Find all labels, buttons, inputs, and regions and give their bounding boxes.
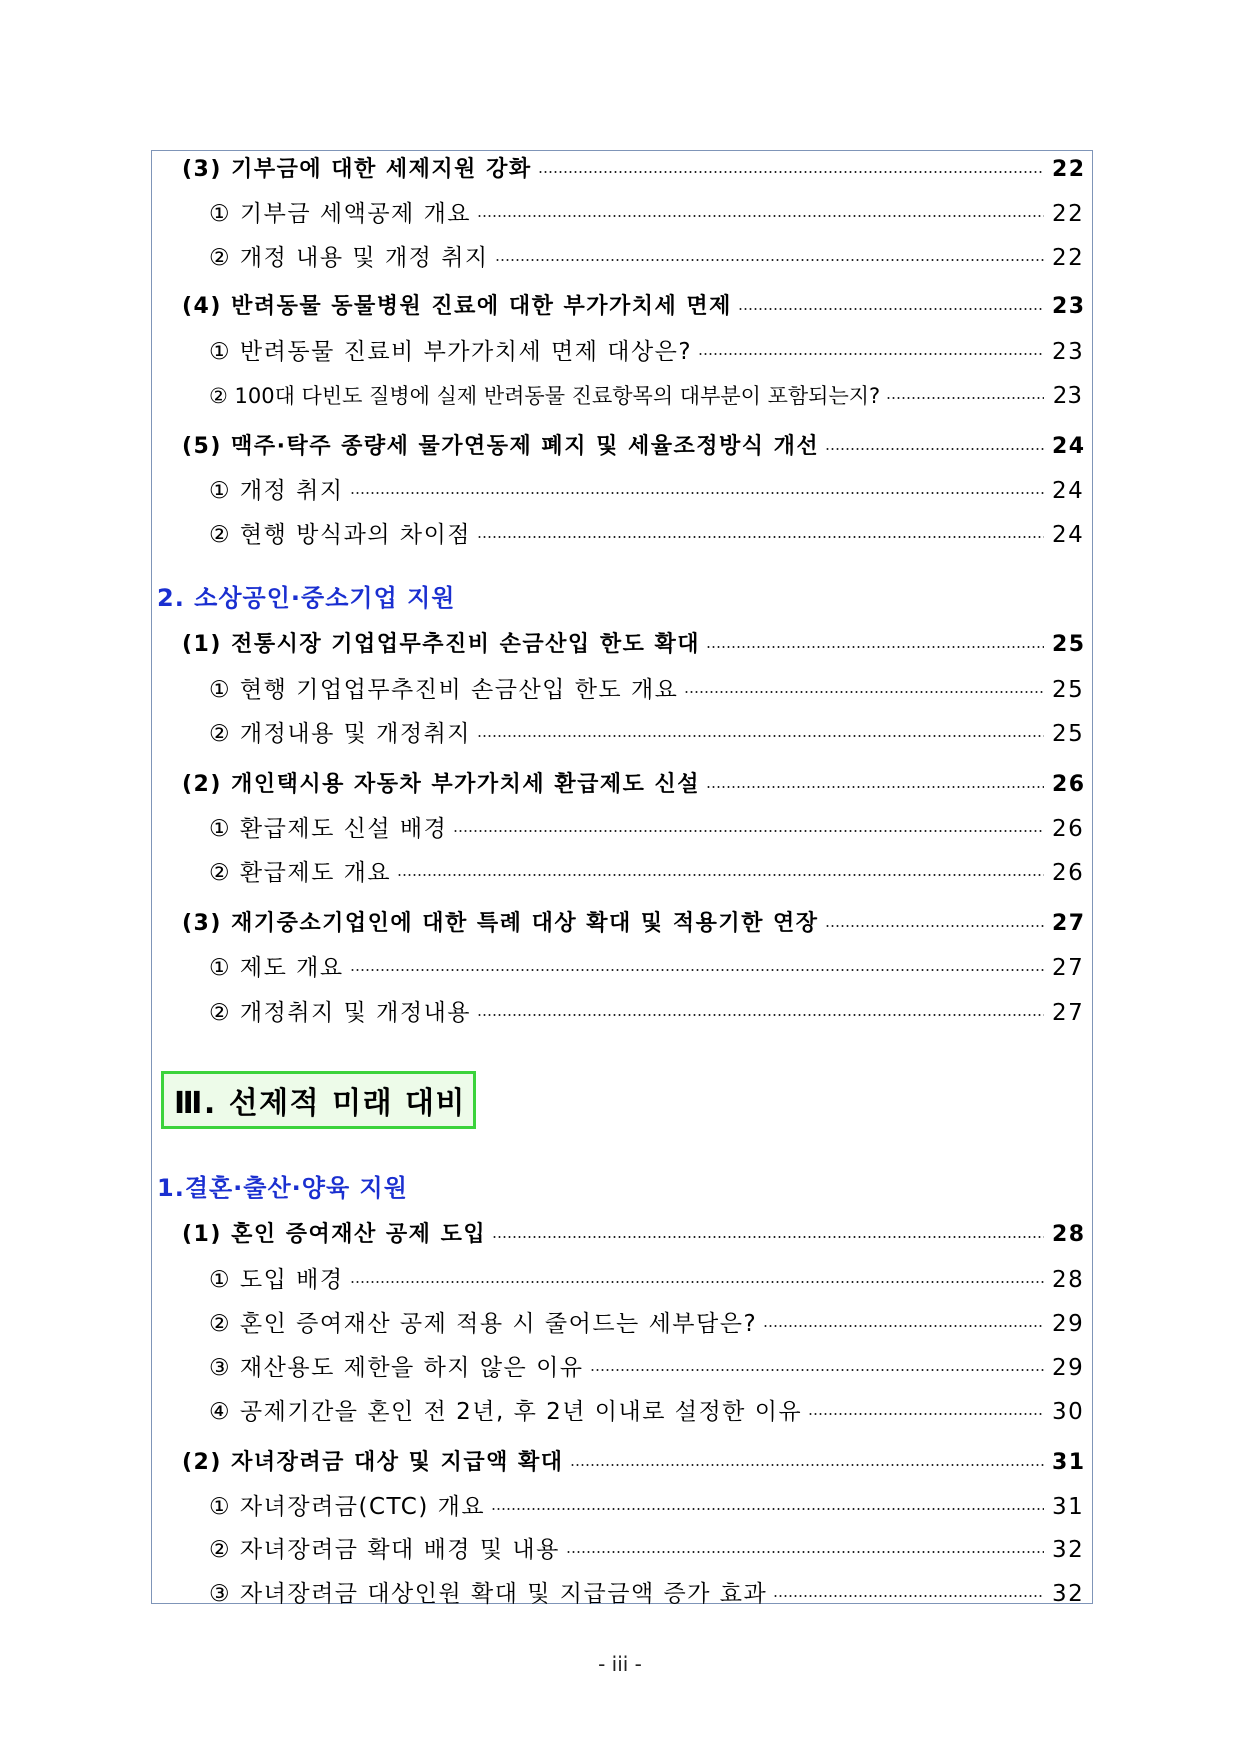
toc-entry-page: 31 — [1052, 1494, 1085, 1520]
toc-leader — [477, 215, 1044, 217]
toc-leader — [491, 1508, 1044, 1510]
toc-entry[interactable] — [209, 1492, 1085, 1522]
toc-leader — [350, 969, 1044, 971]
toc-leader — [350, 1281, 1044, 1283]
toc-entry-label: ① 환급제도 신설 배경 — [209, 816, 448, 842]
toc-entry-label: (5) 맥주·탁주 종량세 물가연동제 폐지 및 세율조정방식 개선 — [182, 434, 820, 459]
toc-entry-page: 24 — [1052, 434, 1086, 459]
toc-leader — [698, 353, 1044, 355]
toc-entry-page: 22 — [1052, 157, 1086, 182]
toc-entry-label: (4) 반려동물 동물병원 진료에 대한 부가가치세 면제 — [182, 294, 732, 319]
toc-leader — [566, 1551, 1044, 1553]
toc-leader — [684, 691, 1044, 693]
toc-entry-label: ② 개정 내용 및 개정 취지 — [209, 245, 489, 271]
toc-leader — [492, 1236, 1044, 1238]
toc-entry-page: 27 — [1052, 955, 1085, 981]
chapter-heading: Ⅲ. 선제적 미래 대비 — [161, 1071, 476, 1129]
toc-entry-label: ② 현행 방식과의 차이점 — [209, 522, 472, 548]
toc-entry-page: 25 — [1052, 721, 1085, 747]
toc-leader — [738, 308, 1044, 310]
toc-leader — [350, 492, 1044, 494]
toc-entry-page: 27 — [1052, 1000, 1085, 1026]
toc-entry[interactable] — [209, 998, 1085, 1028]
toc-leader — [477, 536, 1044, 538]
toc-entry-label: ① 개정 취지 — [209, 478, 344, 504]
toc-entry-page: 32 — [1052, 1537, 1085, 1563]
toc-entry-label: ① 현행 기업업무추진비 손금산입 한도 개요 — [209, 677, 679, 703]
toc-entry[interactable] — [182, 292, 1086, 322]
toc-leader — [538, 171, 1044, 173]
toc-entry[interactable] — [209, 953, 1085, 983]
page-number-footer: - iii - — [598, 1652, 642, 1676]
toc-entry-page: 29 — [1052, 1311, 1085, 1337]
toc-entry-label: ④ 공제기간을 혼인 전 2년, 후 2년 이내로 설정한 이유 — [209, 1399, 803, 1425]
toc-entry-page: 22 — [1052, 201, 1085, 227]
toc-entry[interactable] — [209, 199, 1085, 229]
toc-entry-page: 24 — [1052, 522, 1085, 548]
toc-entry-label: ② 개정내용 및 개정취지 — [209, 721, 472, 747]
toc-entry-page: 32 — [1052, 1581, 1085, 1607]
toc-leader — [825, 925, 1045, 927]
toc-leader — [477, 1014, 1044, 1016]
toc-entry[interactable] — [209, 1535, 1085, 1565]
toc-entry[interactable] — [209, 1353, 1085, 1383]
toc-leader — [397, 874, 1044, 876]
toc-entry-page: 30 — [1052, 1399, 1085, 1425]
toc-entry[interactable] — [209, 476, 1085, 506]
section-heading: 1.결혼·출산·양육 지원 — [157, 1174, 408, 1202]
toc-entry-label: ① 제도 개요 — [209, 955, 344, 981]
toc-leader — [477, 735, 1044, 737]
toc-entry-label: ② 100대 다빈도 질병에 실제 반려동물 진료항목의 대부분이 포함되는지? — [209, 384, 881, 408]
toc-entry-page: 26 — [1052, 816, 1085, 842]
toc-leader — [495, 259, 1044, 261]
toc-entry[interactable] — [182, 1220, 1086, 1250]
toc-entry-page: 28 — [1052, 1267, 1085, 1293]
toc-leader — [773, 1595, 1044, 1597]
toc-entry[interactable] — [209, 858, 1085, 888]
toc-entry-label: ① 기부금 세액공제 개요 — [209, 201, 472, 227]
toc-leader — [763, 1325, 1044, 1327]
toc-entry-label: ① 도입 배경 — [209, 1267, 344, 1293]
toc-entry-label: ① 반려동물 진료비 부가가치세 면제 대상은? — [209, 339, 693, 365]
toc-entry-label: ① 자녀장려금(CTC) 개요 — [209, 1494, 486, 1520]
toc-entry-page: 23 — [1052, 294, 1086, 319]
toc-entry[interactable] — [209, 520, 1085, 550]
toc-entry-label: ② 개정취지 및 개정내용 — [209, 1000, 472, 1026]
toc-entry-label: (1) 혼인 증여재산 공제 도입 — [182, 1222, 487, 1247]
toc-leader — [825, 448, 1044, 450]
toc-entry-label: ② 혼인 증여재산 공제 적용 시 줄어드는 세부담은? — [209, 1311, 758, 1337]
toc-entry-page: 25 — [1052, 632, 1086, 657]
toc-entry[interactable] — [182, 770, 1086, 800]
toc-entry-label: (3) 기부금에 대한 세제지원 강화 — [182, 157, 532, 182]
toc-leader — [590, 1369, 1044, 1371]
toc-entry-label: ② 환급제도 개요 — [209, 860, 392, 886]
toc-entry-page: 24 — [1052, 478, 1085, 504]
toc-entry-page: 23 — [1052, 383, 1082, 409]
toc-entry-label: ② 자녀장려금 확대 배경 및 내용 — [209, 1537, 560, 1563]
toc-entry-label: (2) 자녀장려금 대상 및 지급액 확대 — [182, 1450, 564, 1475]
toc-entry-page: 29 — [1052, 1355, 1085, 1381]
toc-leader — [808, 1413, 1044, 1415]
toc-entry[interactable] — [209, 381, 1082, 411]
toc-entry[interactable] — [182, 630, 1086, 660]
toc-entry[interactable] — [182, 155, 1086, 185]
section-heading: 2. 소상공인·중소기업 지원 — [157, 584, 456, 612]
toc-entry-label: (3) 재기중소기업인에 대한 특례 대상 확대 및 적용기한 연장 — [182, 911, 819, 936]
toc-entry-label: ③ 재산용도 제한을 하지 않은 이유 — [209, 1355, 584, 1381]
toc-entry-page: 27 — [1052, 911, 1086, 936]
toc-entry-label: (2) 개인택시용 자동차 부가가치세 환급제도 신설 — [182, 772, 701, 797]
toc-leader — [706, 786, 1044, 788]
toc-entry-label: ③ 자녀장려금 대상인원 확대 및 지급금액 증가 효과 — [209, 1581, 768, 1607]
toc-entry-page: 26 — [1052, 772, 1086, 797]
toc-entry[interactable] — [209, 1265, 1085, 1295]
toc-entry[interactable] — [209, 1309, 1085, 1339]
toc-entry[interactable] — [209, 719, 1085, 749]
toc-entry[interactable] — [209, 1579, 1085, 1609]
toc-entry-page: 23 — [1052, 339, 1085, 365]
toc-leader — [706, 646, 1044, 648]
toc-entry-page: 26 — [1052, 860, 1085, 886]
toc-entry[interactable] — [182, 1448, 1086, 1478]
toc-entry-page: 22 — [1052, 245, 1085, 271]
toc-entry[interactable] — [209, 675, 1085, 705]
toc-entry-page: 25 — [1052, 677, 1085, 703]
toc-entry-page: 31 — [1052, 1450, 1086, 1475]
toc-entry-label: (1) 전통시장 기업업무추진비 손금산입 한도 확대 — [182, 632, 701, 657]
toc-leader — [886, 397, 1044, 399]
toc-entry-page: 28 — [1052, 1222, 1086, 1247]
toc-entry[interactable] — [209, 337, 1085, 367]
toc-entry[interactable] — [182, 432, 1086, 462]
toc-entry[interactable] — [209, 243, 1085, 273]
toc-leader — [570, 1464, 1045, 1466]
toc-entry[interactable] — [209, 814, 1085, 844]
toc-entry[interactable] — [182, 909, 1086, 939]
toc-entry[interactable] — [209, 1397, 1085, 1427]
toc-leader — [453, 830, 1044, 832]
